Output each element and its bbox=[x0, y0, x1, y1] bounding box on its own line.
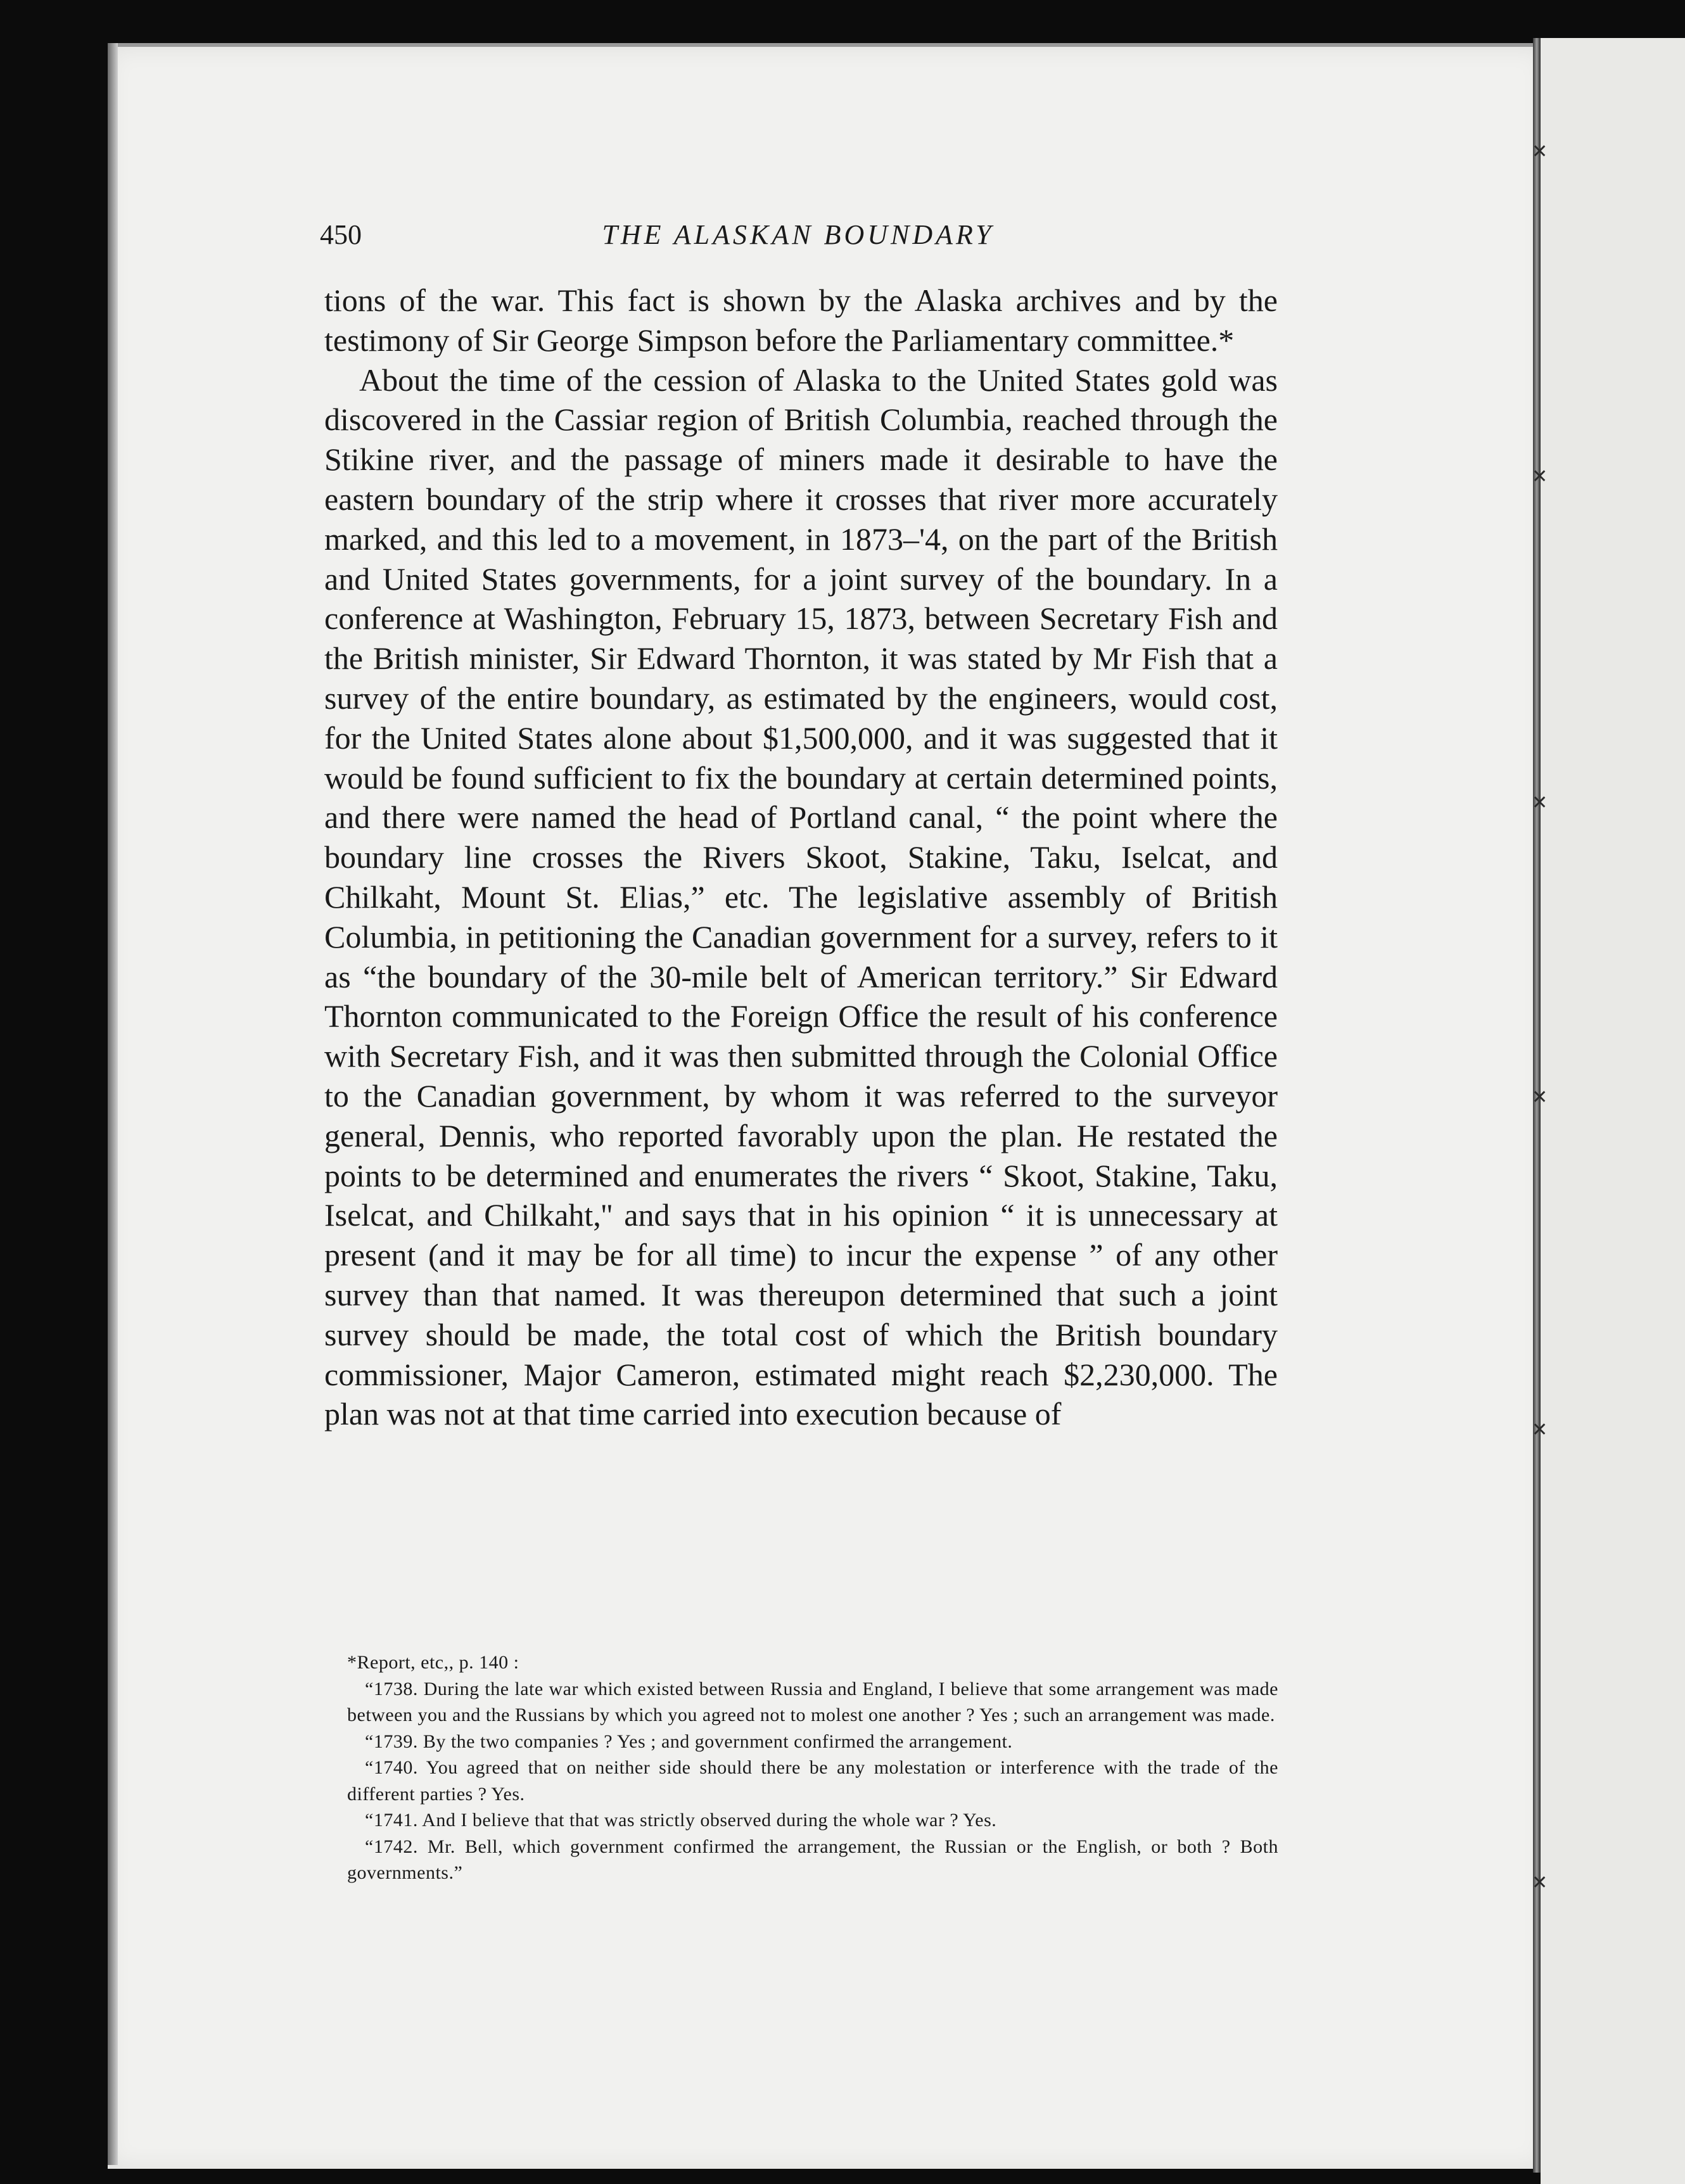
binding-stitch-mark: ✕ bbox=[1532, 1419, 1548, 1440]
binding-stitch-mark: ✕ bbox=[1532, 1872, 1548, 1893]
body-paragraph: About the time of the cession of Alaska to the United States gold was discovered in the Cassiar region of British Columbia, reached through the Stikine river, and the passage of miners made it desirable to have the eastern boundary of the strip where it crosses that river more accurately marked, and this led to a movement, in 1873–'4, on the part of the British and United States governments, for a joint survey of the boundary. In a conference at Washington, February 15, 1873, between Secretary Fish and the British minister, Sir Edward Thornton, it was stated by Mr Fish that a survey of the entire boundary, as estimated by the engineers, would cost, for the United States alone about $1,500,000, and it was suggested that it would be found sufficient to fix the boundary at certain determined points, and there were named the head of Portland canal, “ the point where the boundary line crosses the Rivers Skoot, Stakine, Taku, Iselcat, and Chilkaht, Mount St. Elias,” etc. The legislative assembly of British Columbia, in petitioning the Canadian government for a survey, refers to it as “the boundary of the 30-mile belt of American territory.” Sir Edward Thornton communicated to the Foreign Office the result of his conference with Secretary Fish, and it was then submitted through the Colonial Office to the Canadian government, by whom it was referred to the surveyor general, Dennis, who reported favorably upon the plan. He restated the points to be determined and enumerates the rivers “ Skoot, Stakine, Taku, Iselcat, and Chilkaht,'' and says that in his opinion “ it is unnecessary at present (and it may be for all time) to incur the expense ” of any other survey than that named. It was thereupon determined that such a joint survey should be made, the total cost of which the British boundary commissioner, Major Cameron, estimated might reach $2,230,000. The plan was not at that time carried into execution because of bbox=[324, 362, 1278, 1432]
binding-stitch-mark: ✕ bbox=[1532, 1087, 1548, 1108]
binding-stitch-mark: ✕ bbox=[1532, 141, 1548, 162]
page-header bbox=[320, 219, 1276, 263]
body-paragraph: tions of the war. This fact is shown by the Alaska archives and by the testimony of Sir George Simpson before the Parliamentary committee.* bbox=[324, 283, 1278, 358]
footnote-item: “1741. And I believe that that was strictly observed during the whole war ? Yes. bbox=[365, 1810, 997, 1831]
page-number: 450 bbox=[320, 219, 362, 250]
running-title: THE ALASKAN BOUNDARY bbox=[602, 219, 995, 250]
footnotes bbox=[347, 1649, 1278, 1886]
facing-page-strip bbox=[1541, 38, 1685, 2184]
footnote-intro: *Report, etc,, p. 140 : bbox=[347, 1652, 519, 1673]
binding-stitch-mark: ✕ bbox=[1532, 466, 1548, 487]
binding-stitch-mark: ✕ bbox=[1532, 792, 1548, 813]
page-edge-shadow bbox=[108, 43, 118, 2165]
footnote-item: “1742. Mr. Bell, which government confirmed the arrangement, the Russian or the English, or both ? Both governments.” bbox=[347, 1836, 1278, 1883]
footnote-item: “1740. You agreed that on neither side should there be any molestation or interference with the trade of the different parties ? Yes. bbox=[347, 1757, 1278, 1805]
body-text bbox=[324, 281, 1278, 1434]
footnote-item: “1738. During the late war which existed between Russia and England, I believe that some arrangement was made between you and the Russians by which you agreed not to molest one another ? Yes ; such an arrangement was made. bbox=[347, 1678, 1278, 1725]
footnote-item: “1739. By the two companies ? Yes ; and government confirmed the arrangement. bbox=[365, 1730, 1013, 1752]
